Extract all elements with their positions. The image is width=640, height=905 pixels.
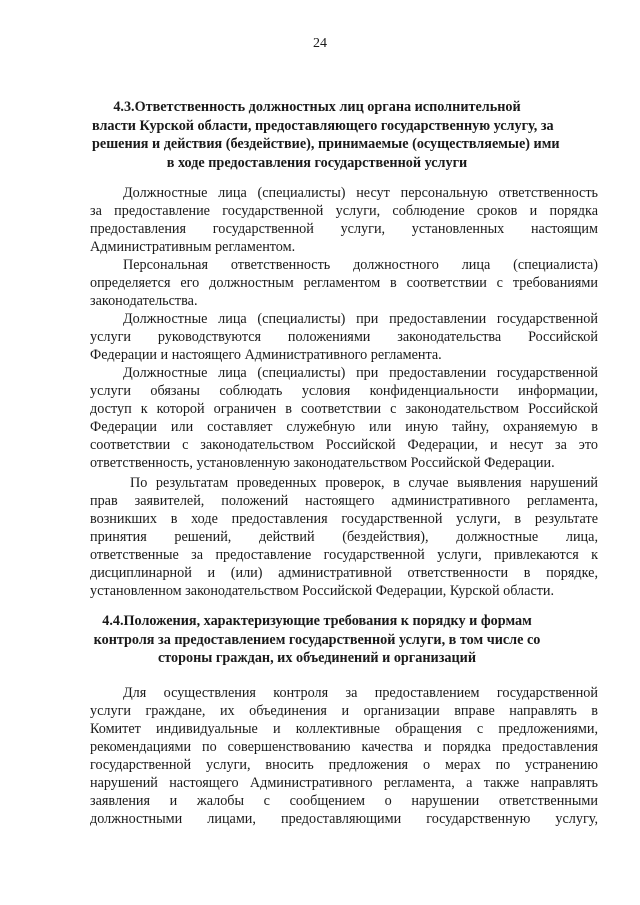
paragraph-line: Комитет индивидуальные и коллективные обращения с предложениями, [90, 721, 598, 737]
paragraph-line: По результатам проведенных проверок, в случае выявления нарушений [130, 475, 598, 491]
paragraph-line: Административным регламентом. [90, 239, 296, 255]
paragraph-line: ответственные за предоставление государственной услуги, привлекаются к [90, 547, 598, 563]
paragraph-line: Для осуществления контроля за предоставлением государственной [123, 685, 598, 701]
page-number: 24 [313, 36, 327, 51]
heading-line: в ходе предоставления государственной услуги [166, 154, 468, 171]
paragraph-line: Должностные лица (специалисты) при предоставлении государственной [123, 311, 598, 327]
paragraph-line: определяется его должностным регламентом в соответствии с требованиями [90, 275, 598, 291]
paragraph-line: дисциплинарной и (или) административной ответственности в порядке, [90, 565, 598, 581]
paragraph-line: прав заявителей, положений настоящего административного регламента, [90, 493, 598, 509]
paragraph-line: услуги руководствуются положениями законодательства Российской [90, 329, 598, 345]
paragraph-line: Должностные лица (специалисты) несут персональную ответственность [123, 185, 598, 201]
heading-line: контроля за предоставлением государственной услуги, в том числе со [93, 631, 541, 648]
paragraph-line: Должностные лица (специалисты) при предоставлении государственной [123, 365, 598, 381]
paragraph-line: законодательства. [90, 293, 198, 309]
heading-line: стороны граждан, их объединений и организаций [157, 650, 477, 666]
paragraph-line: доступ к которой ограничен в соответствии с законодательством Российской [90, 401, 598, 417]
paragraph-line: предоставления государственной услуги, установленных настоящим [90, 221, 598, 237]
paragraph-line: ответственность, установленную законодательством Российской Федерации. [90, 455, 555, 471]
paragraph-line: Федерации и настоящего Административного регламента. [90, 347, 442, 363]
heading-line: решения и действия (бездействие), принимаемые (осуществляемые) ими [92, 136, 560, 152]
paragraph-line: заявления и жалобы с сообщением о нарушении ответственными [90, 793, 598, 809]
paragraph-line: должностными лицами, предоставляющими государственную услугу, [90, 811, 598, 827]
section-4-4-heading [92, 612, 542, 668]
heading-line: власти Курской области, предоставляющего государственную услугу, за [92, 117, 554, 134]
section-4-3-heading [92, 98, 560, 172]
paragraph-line: рекомендациями по совершенствованию качества и порядка предоставления [90, 739, 598, 755]
paragraph-line: принятия решений, действий (бездействия), должностные лица, [90, 529, 598, 545]
heading-line: 4.4.Положения, характеризующие требования к порядку и формам [102, 613, 532, 629]
paragraph-line: Федерации или составляет служебную или иную тайну, охраняемую в [90, 419, 598, 435]
paragraph-line: услуги гражданe, их объединения и организации вправе направлять в [90, 703, 598, 719]
heading-line: 4.3.Ответственность должностных лиц органа исполнительной [113, 99, 521, 115]
paragraph-line: соответствии с законодательством Российской Федерации, и несут за это [90, 437, 598, 453]
paragraph-line: услуги обязаны соблюдать условия конфиденциальности информации, [90, 383, 598, 399]
paragraph-line: возникших в ходе предоставления государственной услуги, в результате [90, 511, 598, 527]
paragraph-line: нарушений настоящего Административного регламента, а также направлять [90, 775, 598, 791]
paragraph-line: за предоставление государственной услуги, соблюдение сроков и порядка [90, 203, 598, 219]
paragraph-line: государственной услуги, вносить предложения о мерах по устранению [90, 757, 598, 773]
paragraph-line: Персональная ответственность должностного лица (специалиста) [123, 257, 598, 273]
paragraph-line: установленном законодательством Российской Федерации, Курской области. [90, 583, 555, 599]
